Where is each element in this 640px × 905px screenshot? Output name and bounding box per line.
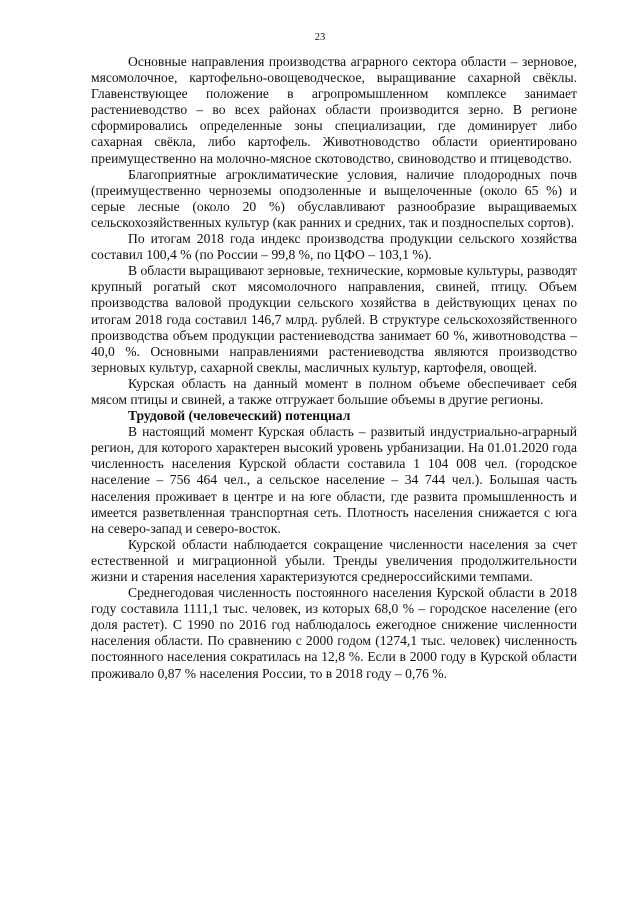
paragraph-meat-self-sufficiency: Курская область на данный момент в полном объеме обеспечивает себя мясом птицы и свиней, а также отгружает большие объемы в другие регионы. — [91, 375, 577, 407]
paragraph-population-decline: Курской области наблюдается сокращение численности населения за счет естественной и миграционной убыли. Тренды увеличения продолжительности жизни и старения населения характеризуются среднероссийскими темпами. — [91, 536, 577, 584]
paragraph-production-index: По итогам 2018 года индекс производства продукции сельского хозяйства составил 100,4 % (по России – 99,8 %, по ЦФО – 103,1 %). — [91, 231, 577, 263]
page-number: 23 — [314, 32, 326, 43]
section-heading-labor-potential: Трудовой (человеческий) потенциал — [128, 408, 351, 424]
paragraph-urbanization-population: В настоящий момент Курская область – развитый индустриально-аграрный регион, для которого характерен высокий уровень урбанизации. На 01.01.2020 года численность населения Курской области составила 1 104 008 чел. (городское население – 756 464 чел., а сельское население – 34 744 чел.). Большая часть населения проживает в центре и на юге области, где развита промышленность и имеется разветвленная транспортная сеть. Плотность населения снижается с юга на северо-запад и северо-восток. — [91, 424, 577, 536]
page-content — [91, 54, 577, 682]
paragraph-agriculture-directions: Основные направления производства аграрного сектора области – зерновое, мясомолочное, картофельно-овощеводческое, выращивание сахарной свёклы. Главенствующее положение в агропромышленном комплексе занимает растениеводство – во всех районах области производится зерно. В регионе сформировались определенные зоны специализации, где доминирует либо сахарная свёкла, либо картофель. Животноводство области ориентировано преимущественно на молочно-мясное скотоводство, свиноводство и птицеводство. — [91, 54, 577, 166]
paragraph-average-population: Среднегодовая численность постоянного населения Курской области в 2018 году составила 1111,1 тыс. человек, из которых 68,0 % – городское население (его доля растет). С 1990 по 2016 год наблюдалось ежегодное снижение численности населения области. По сравнению с 2000 годом (1274,1 тыс. человек) численность постоянного населения сократилась на 12,8 %. Если в 2000 году в Курской области проживало 0,87 % населения России, то в 2018 году – 0,76 %. — [91, 585, 577, 681]
paragraph-agroclimatic-conditions: Благоприятные агроклиматические условия, наличие плодородных почв (преимущественно черноземы оподзоленные и выщелоченные (около 65 %) и серые лесные (около 20 %) обуславливают разнообразие выращиваемых сельскохозяйственных культур (как ранних и средних, так и поздноспелых сортов). — [91, 166, 577, 230]
paragraph-crops-and-livestock: В области выращивают зерновые, технические, кормовые культуры, разводят крупный рогатый скот мясомолочного направления, свиней, птицу. Объем производства валовой продукции сельского хозяйства в действующих ценах по итогам 2018 года составил 146,7 млрд. рублей. В структуре сельскохозяйственного производства объем продукции растениеводства занимает 60 %, животноводства – 40,0 %. Основными направлениями растениеводства являются производство зерновых культур, сахарной свеклы, масличных культур, картофеля, овощей. — [91, 263, 577, 375]
